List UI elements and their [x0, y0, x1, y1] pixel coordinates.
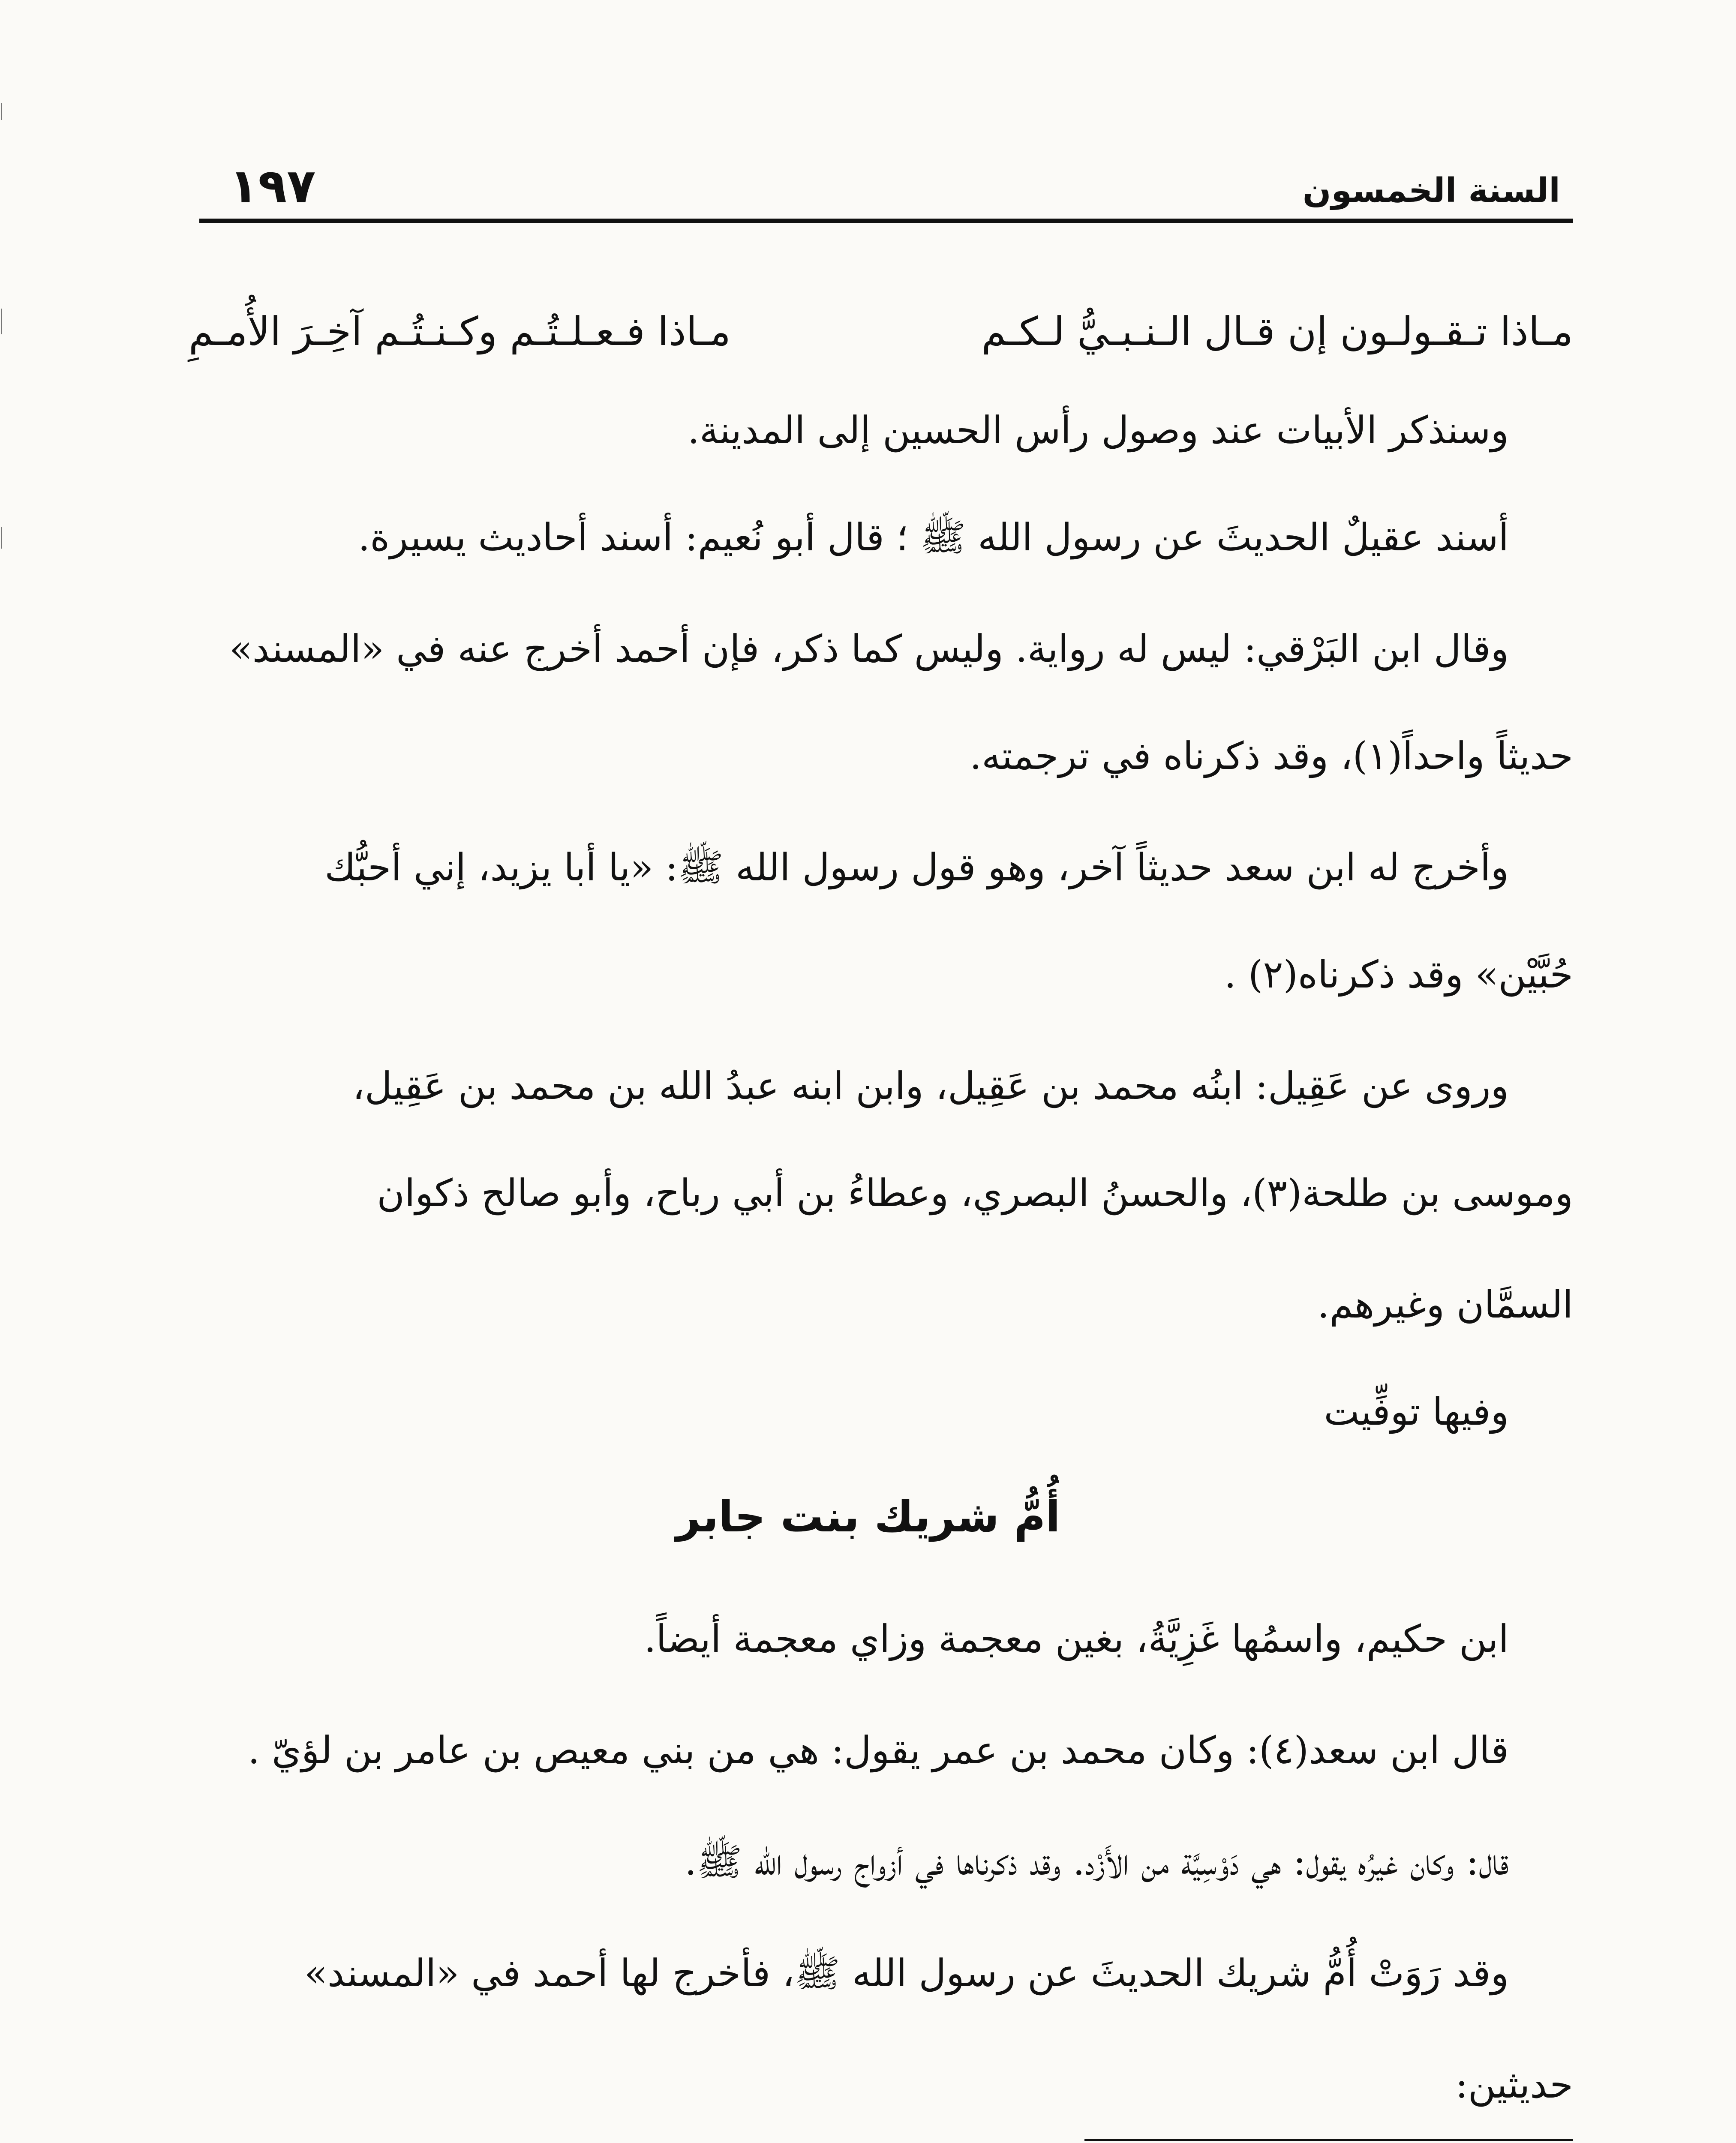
paragraph-line: وسنذكر الأبيات عند وصول رأس الحسين إلى المدينة. [687, 408, 1509, 452]
poem-hemistich-first: مـاذا تـقـولـون إن قـال الـنـبـيُّ لـكـم [981, 309, 1573, 354]
scan-edge-mark [1, 527, 2, 549]
page-header [199, 154, 1573, 223]
paragraph-line: حديثاً واحداً(١)، وقد ذكرناه في ترجمته. [970, 734, 1573, 778]
paragraph-line: قال ابن سعد(٤): وكان محمد بن عمر يقول: هي من بني معيص بن عامر بن لؤيّ . [248, 1728, 1509, 1772]
paragraph-line: وأخرج له ابن سعد حديثاً آخر، وهو قول رسول الله ﷺ: «يا أبا يزيد، إني أحبُّك [324, 845, 1509, 889]
poem-verse [189, 309, 1573, 356]
paragraph-line: وروى عن عَقِيل: ابنُه محمد بن عَقِيل، وابن ابنه عبدُ الله بن محمد بن عَقِيل، [352, 1064, 1509, 1108]
paragraph-line: وموسى بن طلحة(٣)، والحسنُ البصري، وعطاءُ بن أبي رباح، وأبو صالح ذكوان [377, 1171, 1573, 1215]
section-title: أُمُّ شريك بنت جابر [676, 1492, 1060, 1542]
paragraph-line: قال: وكان غيرُه يقول: هي دَوْسِيَّة من الأَزْد. وقد ذكرناها في أزواج رسول الله ﷺ. [685, 1840, 1509, 1884]
paragraph-line: وفيها توفِّيت [1324, 1390, 1509, 1434]
page-number: ١٩٧ [229, 159, 316, 213]
scan-edge-mark [1, 309, 2, 334]
paragraph-line: وقد رَوَتْ أُمُّ شريك الحديثَ عن رسول الله ﷺ، فأخرج لها أحمد في «المسند» [304, 1951, 1509, 1995]
scan-edge-mark [1, 103, 2, 120]
paragraph-line: حديثين: [1455, 2062, 1573, 2107]
paragraph-line: وقال ابن البَرْقي: ليس له رواية. وليس كما ذكر، فإن أحمد أخرج عنه في «المسند» [229, 627, 1509, 671]
footnote-separator [1084, 2139, 1573, 2141]
running-title: السنة الخمسون [1302, 171, 1560, 210]
paragraph-line: السمَّان وغيرهم. [1317, 1282, 1573, 1327]
paragraph-line: ابن حكيم، واسمُها غَزِيَّةُ، بغين معجمة وزاي معجمة أيضاً. [644, 1617, 1509, 1661]
poem-hemistich-second: مـاذا فـعـلـتُـم وكـنـتُـم آخِـرَ الأُمـمِ [189, 309, 731, 354]
paragraph-line: أسند عقيلٌ الحديثَ عن رسول الله ﷺ ؛ قال أبو نُعيم: أسند أحاديث يسيرة. [358, 515, 1509, 559]
paragraph-line: حُبَّيْن» وقد ذكرناه(٢) . [1224, 952, 1573, 996]
